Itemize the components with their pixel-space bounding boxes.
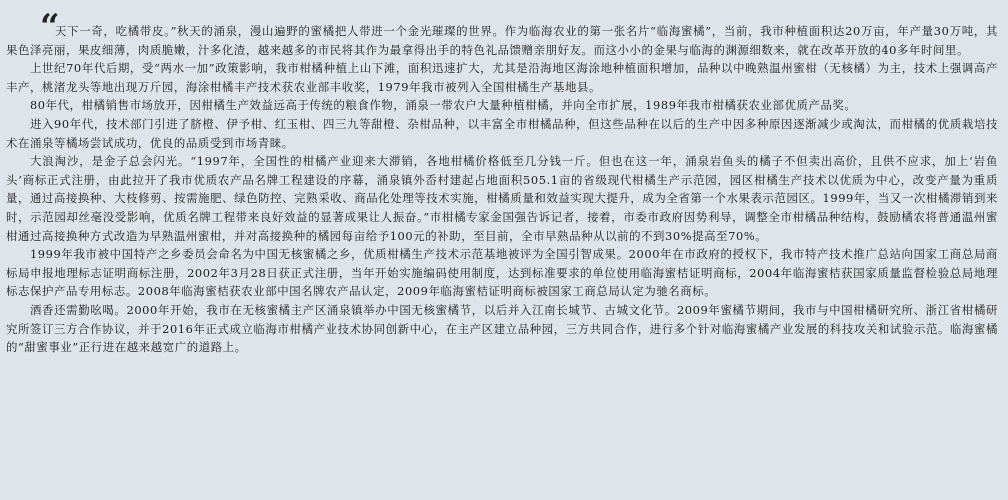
paragraph-1980s: 80年代，柑橘销售市场放开，因柑橘生产效益远高于传统的粮食作物，涌泉一带农户大量种植柑橘，并向全市扩展，1989年我市柑橘获农业部优质产品奖。 [29,98,857,113]
opening-quote-mark: “ [40,7,60,47]
paragraph-1999: 1999年我市被中国特产之乡委员会命名为中国无核蜜橘之乡，优质柑橘生产技术示范基地被评为全国引智成果。2000年在市政府的授权下，我市特产技术推广总站向国家工商总局商标局申报地理标志证明商标注册，2002年3月28日获正式注册，当年开始实施编码使用制度，达到标准要求的单位使用临海蜜桔证明商标，2004年临海蜜桔获国家质量监督检验总局地理标志保护产品专用标志。2008年临海蜜桔获农业部中国名牌农产品认定，2009年临海蜜桔证明商标被国家工商总局认定为驰名商标。 [6,247,998,299]
paragraph-1990s: 进入90年代，技术部门引进了脐橙、伊予柑、红玉柑、四三九等甜橙、杂柑品种，以丰富全市柑橘品种，但这些品种在以后的生产中因多种原因逐渐减少或淘汰，而柑橘的优质栽培技术在涌泉等橘场尝试成功，优良的品质受到市场青睐。 [6,116,998,150]
paragraph-intro: 天下一奇，吃橘带皮。”秋天的涌泉，漫山遍野的蜜橘把人带进一个金光璀璨的世界。作为临海农业的第一张名片“临海蜜橘”，当前，我市种植面积达20万亩，年产量30万吨，其果色泽亮丽，果皮细薄，肉质脆嫩，汁多化渣，越来越多的市民将其作为最拿得出手的特色礼品馈赠亲朋好友。而这小小的金果与临海的渊源细数来，就在改革开放的40多年时间里。 [6,24,998,57]
paragraph-1997: 大浪淘沙，是金子总会闪光。“1997年，全国性的柑橘产业迎来大滞销，各地柑橘价格低至几分钱一斤。但也在这一年，涌泉岩鱼头的橘子不但卖出高价，且供不应求，加上‘岩鱼头’商标正式注册，由此拉开了我市优质农产品名牌工程建设的序幕，涌泉镇外岙村建起占地面积505.1亩的省级现代柑橘生产示范园，园区柑橘生产技术以优质为中心，改变产量为重质量，通过高接换种、大枝修剪、按需施肥、绿色防控、完熟采收、商品化处理等技术实施，柑橘质量和效益实现大提升，成为全省第一个水果表示范园区。1999年，当又一次柑橘滞销到来时，示范园却丝毫没受影响，优质名牌工程带来良好效益的显著成果让人振奋。”市柑橘专家金国强告诉记者，接着，市委市政府因势利导，调整全市柑橘品种结构，鼓励橘农将普通温州蜜柑通过高接换种方式改造为早熟温州蜜柑，并对高接换种的橘园每亩给予100元的补助，至目前，全市早熟品种从以前的不到30%提高至70%。 [6,154,998,243]
paragraph-2000: 酒香还需勤吆喝。2000年开始，我市在无核蜜橘主产区涌泉镇举办中国无核蜜橘节，以后并入江南长城节、古城文化节。2009年蜜橘节期间，我市与中国柑橘研究所、浙江省柑橘研究所签订三方合作协议，并于2016年正式成立临海市柑橘产业技术协同创新中心，在主产区建立品种园，三方共同合作，进行多个针对临海蜜橘产业发展的科技攻关和试验示范。临海蜜橘的“甜蜜事业”正行进在越来越宽广的道路上。 [6,302,998,355]
paragraph-1970s: 上世纪70年代后期，受“两水一加”政策影响，我市柑橘种植上山下滩，面积迅速扩大，尤其是沿海地区海涂地种植面积增加，品种以中晚熟温州蜜柑（无核橘）为主，技术上强调高产丰产，桃渚龙头等地出现万斤园，海涂柑橘丰产技术获农业部丰收奖，1979年我市被列入全国柑橘生产基地县。 [6,61,998,94]
